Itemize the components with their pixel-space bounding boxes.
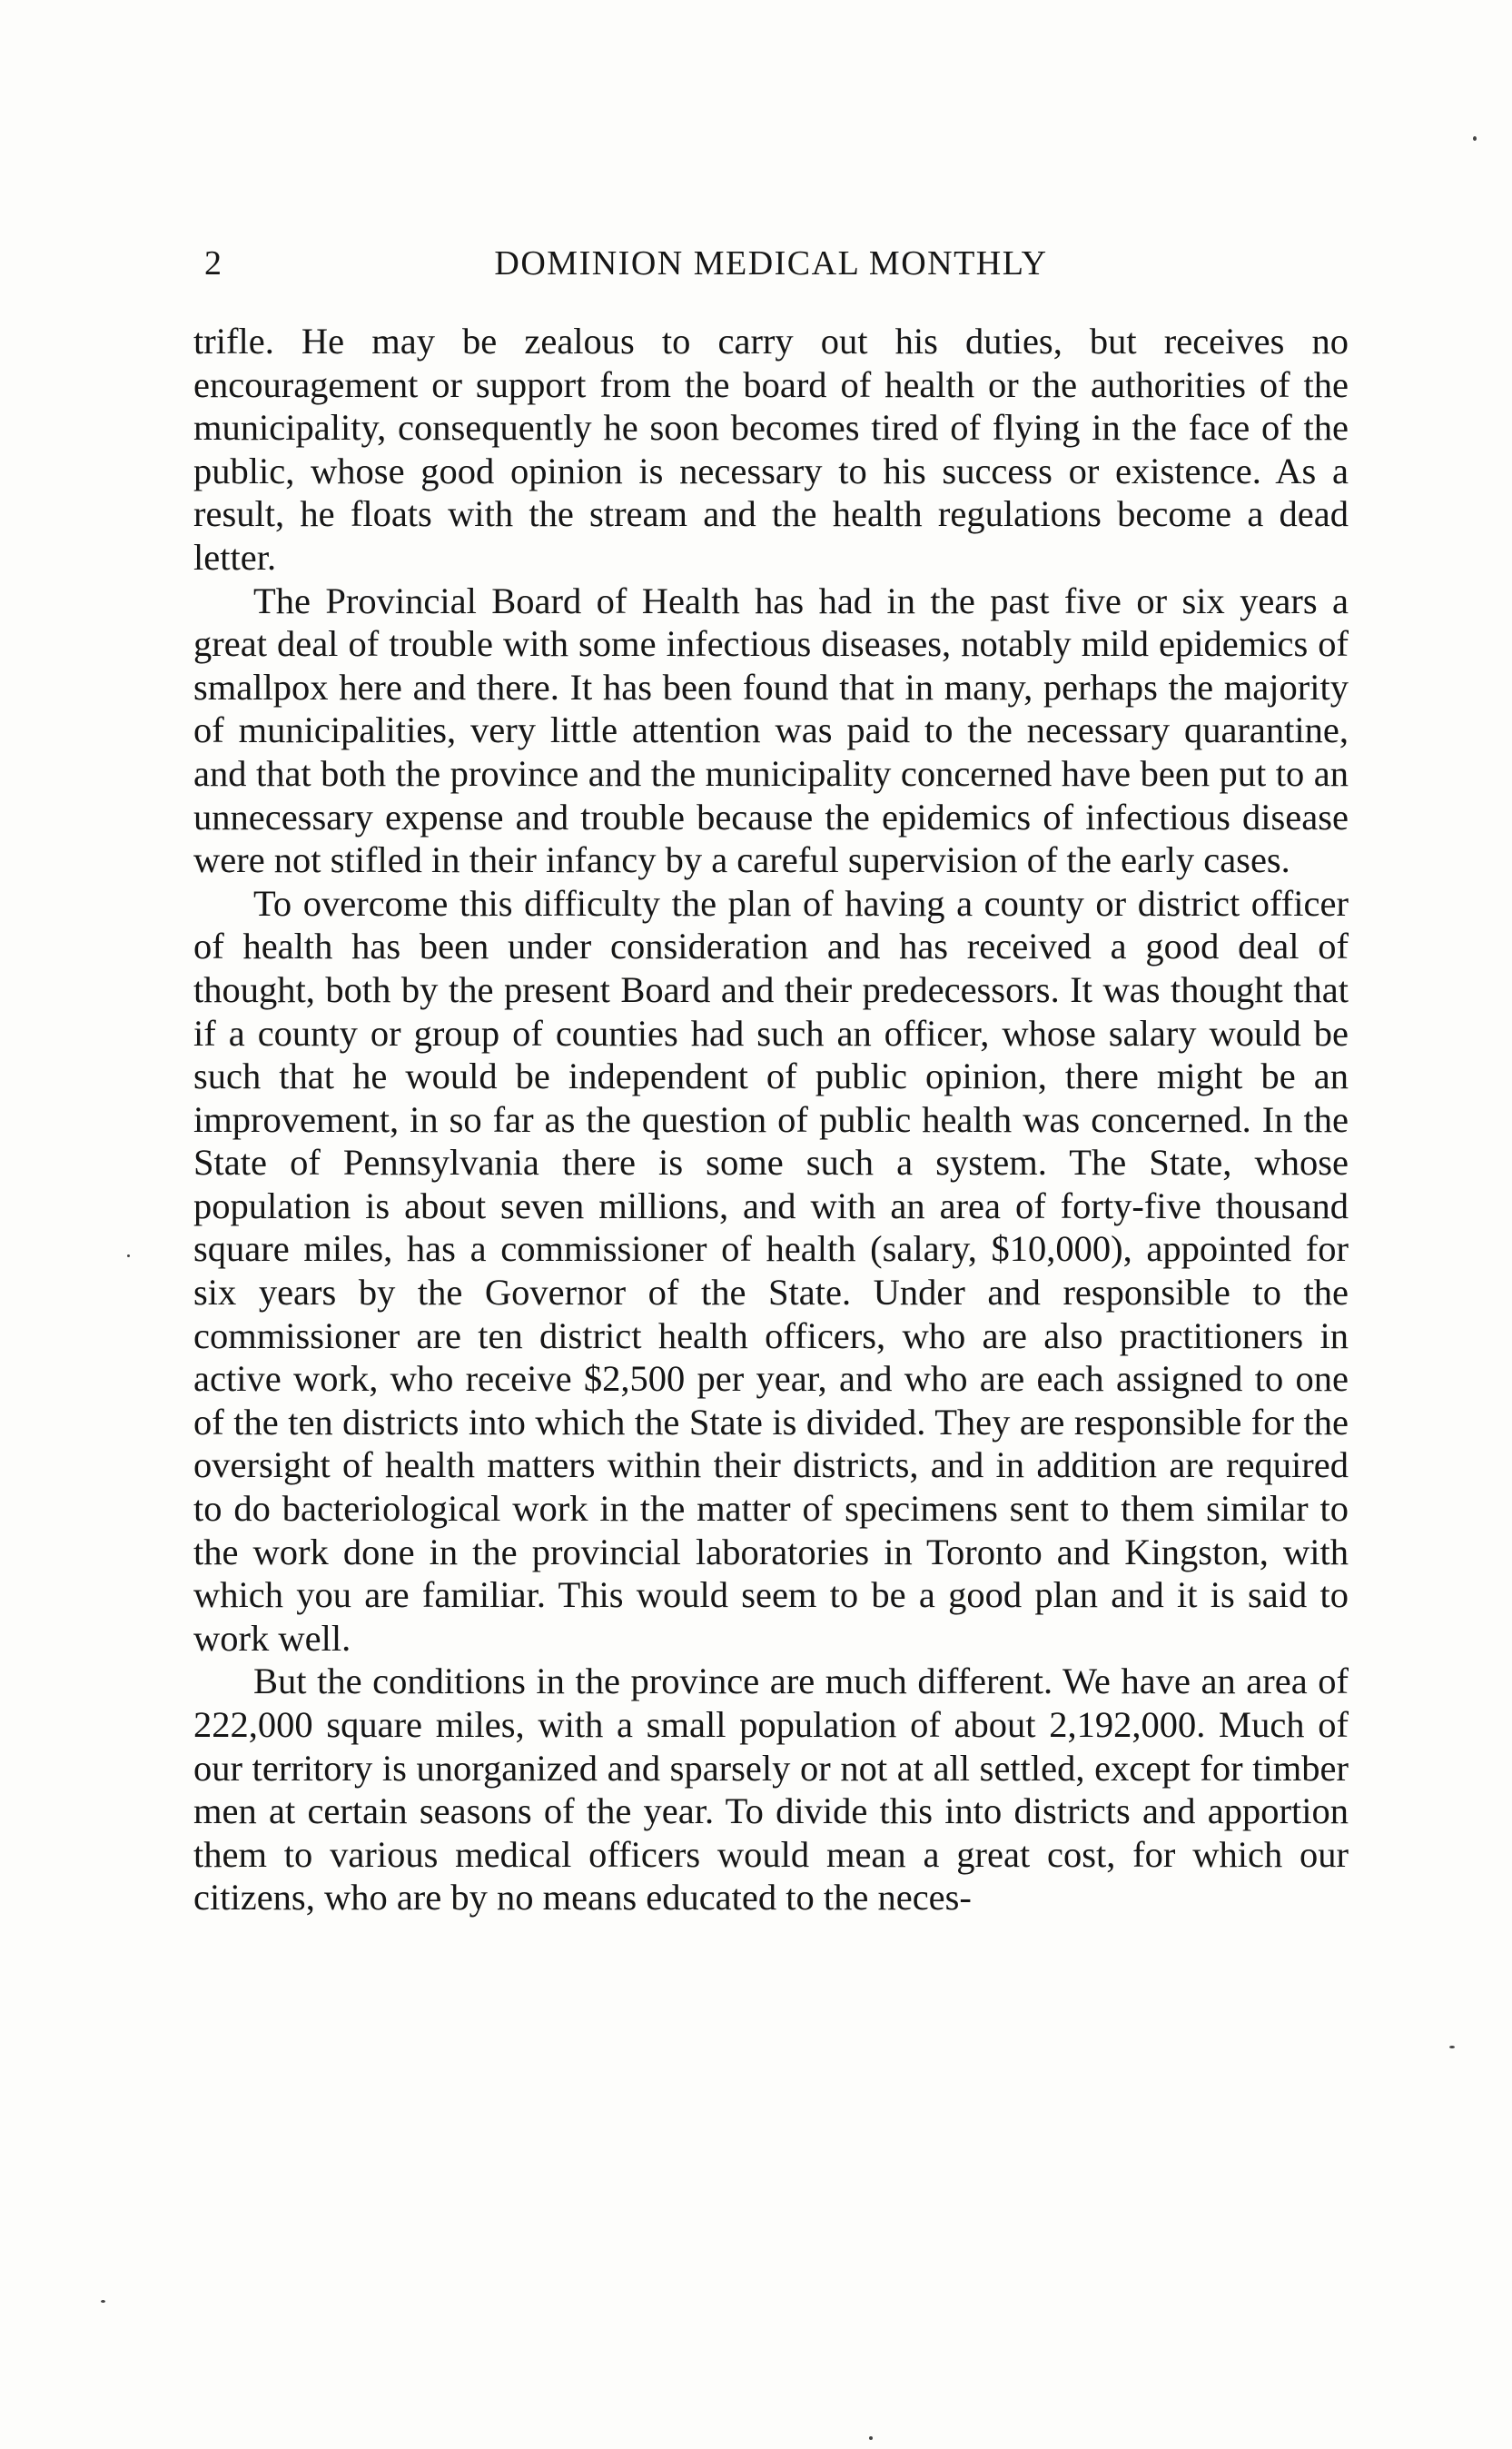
scan-speck: [869, 2436, 873, 2440]
scan-speck: [101, 2300, 105, 2303]
scan-speck: [1473, 136, 1477, 141]
scan-speck: [1449, 2046, 1455, 2048]
paragraph-1: trifle. He may be zealous to carry out his duties, but receives no encouragement or support from the board of health or the authorities of the municipality, consequently he soon becomes tired of flying in the face of the public, whose good opinion is necessary to his success or existence. As a result, he floats with the stream and the health regulations become a dead letter.: [193, 321, 1349, 578]
running-title: DOMINION MEDICAL MONTHLY: [494, 244, 1048, 283]
paragraph-2: The Provincial Board of Health has had in the past five or six years a great deal of trouble with some infectious diseases, notably mild epidemics of smallpox here and there. It has been found that in many, perhaps the majority of municipalities, very little attention was paid to the necessary quarantine, and that both the province and the municipality concerned have been put to an unnecessary expense and trouble because the epidemics of infectious disease were not stifled in their infancy by a careful supervision of the early cases.: [193, 580, 1349, 881]
page-number: 2: [204, 244, 222, 283]
page-header: [193, 243, 1349, 298]
article-body: [193, 320, 1349, 1919]
paragraph-4: But the conditions in the province are much different. We have an area of 222,000 square miles, with a small population of about 2,192,000. Much of our territory is unorganized and sparsely or not at all settled, except for timber men at certain seasons of the year. To divide this into districts and apportion them to various medical officers would mean a great cost, for which our citizens, who are by no means educated to the neces-: [193, 1661, 1349, 1919]
paragraph-3: To overcome this difficulty the plan of having a county or district officer of health has been under consideration and has received a good deal of thought, both by the present Board and their predecessors. It was thought that if a county or group of counties had such an officer, whose salary would be such that he would be independent of public opinion, there might be an improvement, in so far as the question of public health was concerned. In the State of Pennsylvania there is some such a system. The State, whose population is about seven millions, and with an area of forty-five thousand square miles, has a commissioner of health (salary, $10,000), appointed for six years by the Governor of the State. Under and responsible to the commissioner are ten district health officers, who are also practitioners in active work, who receive $2,500 per year, and who are each assigned to one of the ten districts into which the State is divided. They are responsible for the oversight of health matters within their districts, and in addition are required to do bacteriological work in the matter of specimens sent to them similar to the work done in the provincial laboratories in Toronto and Kingston, with which you are familiar. This would seem to be a good plan and it is said to work well.: [193, 882, 1349, 1659]
scan-speck: [127, 1254, 130, 1257]
